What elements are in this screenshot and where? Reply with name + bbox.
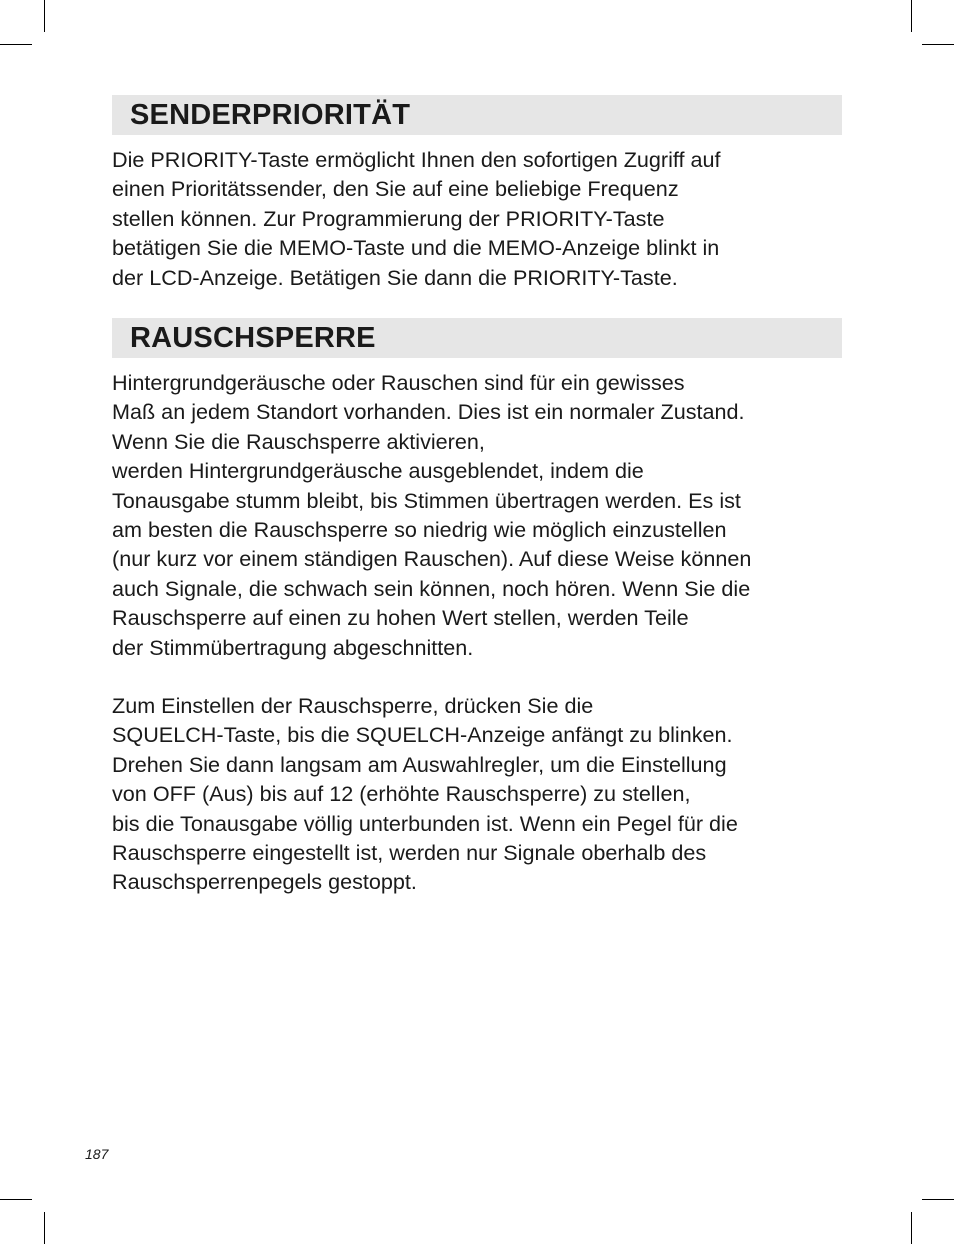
text-line: Zum Einstellen der Rauschsperre, drücken Sie die [112, 693, 594, 718]
text-line: Hintergrundgeräusche oder Rauschen sind für ein gewisses [112, 370, 685, 395]
section-header-rauschsperre [112, 318, 842, 358]
crop-mark-bottom-left-vertical [44, 1212, 45, 1244]
text-line: werden Hintergrundgeräusche ausgeblendet, indem die [112, 458, 644, 484]
text-line: Die PRIORITY-Taste ermöglicht Ihnen den sofortigen Zugriff auf [112, 147, 721, 172]
crop-mark-top-left-vertical [44, 0, 45, 32]
crop-mark-bottom-left-horizontal [0, 1199, 32, 1200]
text-line: am besten die Rauschsperre so niedrig wie möglich einzustellen [112, 517, 727, 543]
text-line: SQUELCH-Taste, bis die SQUELCH-Anzeige anfängt zu blinken. [112, 722, 733, 748]
crop-mark-bottom-right-vertical [911, 1212, 912, 1244]
text-line: betätigen Sie die MEMO-Taste und die MEMO-Anzeige blinkt in [112, 235, 720, 261]
text-line: Maß an jedem Standort vorhanden. Dies ist ein normaler Zustand. [112, 399, 745, 425]
text-line: Drehen Sie dann langsam am Auswahlregler, um die Einstellung [112, 751, 727, 777]
text-line: (nur kurz vor einem ständigen Rauschen). Auf diese Weise können [112, 546, 752, 572]
crop-mark-top-right-horizontal [922, 44, 954, 45]
text-line: bis die Tonausgabe völlig unterbunden ist. Wenn ein Pegel für die [112, 810, 738, 836]
text-line: der Stimmübertragung abgeschnitten. [112, 634, 474, 660]
paragraph-rauschsperre-intro [112, 368, 852, 662]
section-header-senderprioritaet [112, 95, 842, 135]
crop-mark-top-left-horizontal [0, 44, 32, 45]
text-line: Rauschsperrenpegels gestoppt. [112, 869, 417, 895]
text-line: stellen können. Zur Programmierung der PRIORITY-Taste [112, 205, 665, 231]
text-line: einen Prioritätssender, den Sie auf eine beliebige Frequenz [112, 176, 679, 202]
section-title: SENDERPRIORITÄT [130, 99, 411, 131]
text-line: der LCD-Anzeige. Betätigen Sie dann die PRIORITY-Taste. [112, 264, 678, 290]
paragraph-senderprioritaet [112, 145, 852, 292]
text-line: Tonausgabe stumm bleibt, bis Stimmen übertragen werden. Es ist [112, 487, 741, 513]
page-number: 187 [85, 1146, 109, 1162]
text-line: von OFF (Aus) bis auf 12 (erhöhte Rauschsperre) zu stellen, [112, 781, 691, 807]
text-line: auch Signale, die schwach sein können, noch hören. Wenn Sie die [112, 575, 751, 601]
paragraph-rauschsperre-einstellen [112, 691, 852, 897]
text-line: Wenn Sie die Rauschsperre aktivieren, [112, 428, 485, 454]
text-line: Rauschsperre eingestellt ist, werden nur Signale oberhalb des [112, 840, 707, 866]
section-title: RAUSCHSPERRE [130, 322, 376, 354]
crop-mark-top-right-vertical [911, 0, 912, 32]
crop-mark-bottom-right-horizontal [922, 1199, 954, 1200]
text-line: Rauschsperre auf einen zu hohen Wert stellen, werden Teile [112, 605, 689, 631]
